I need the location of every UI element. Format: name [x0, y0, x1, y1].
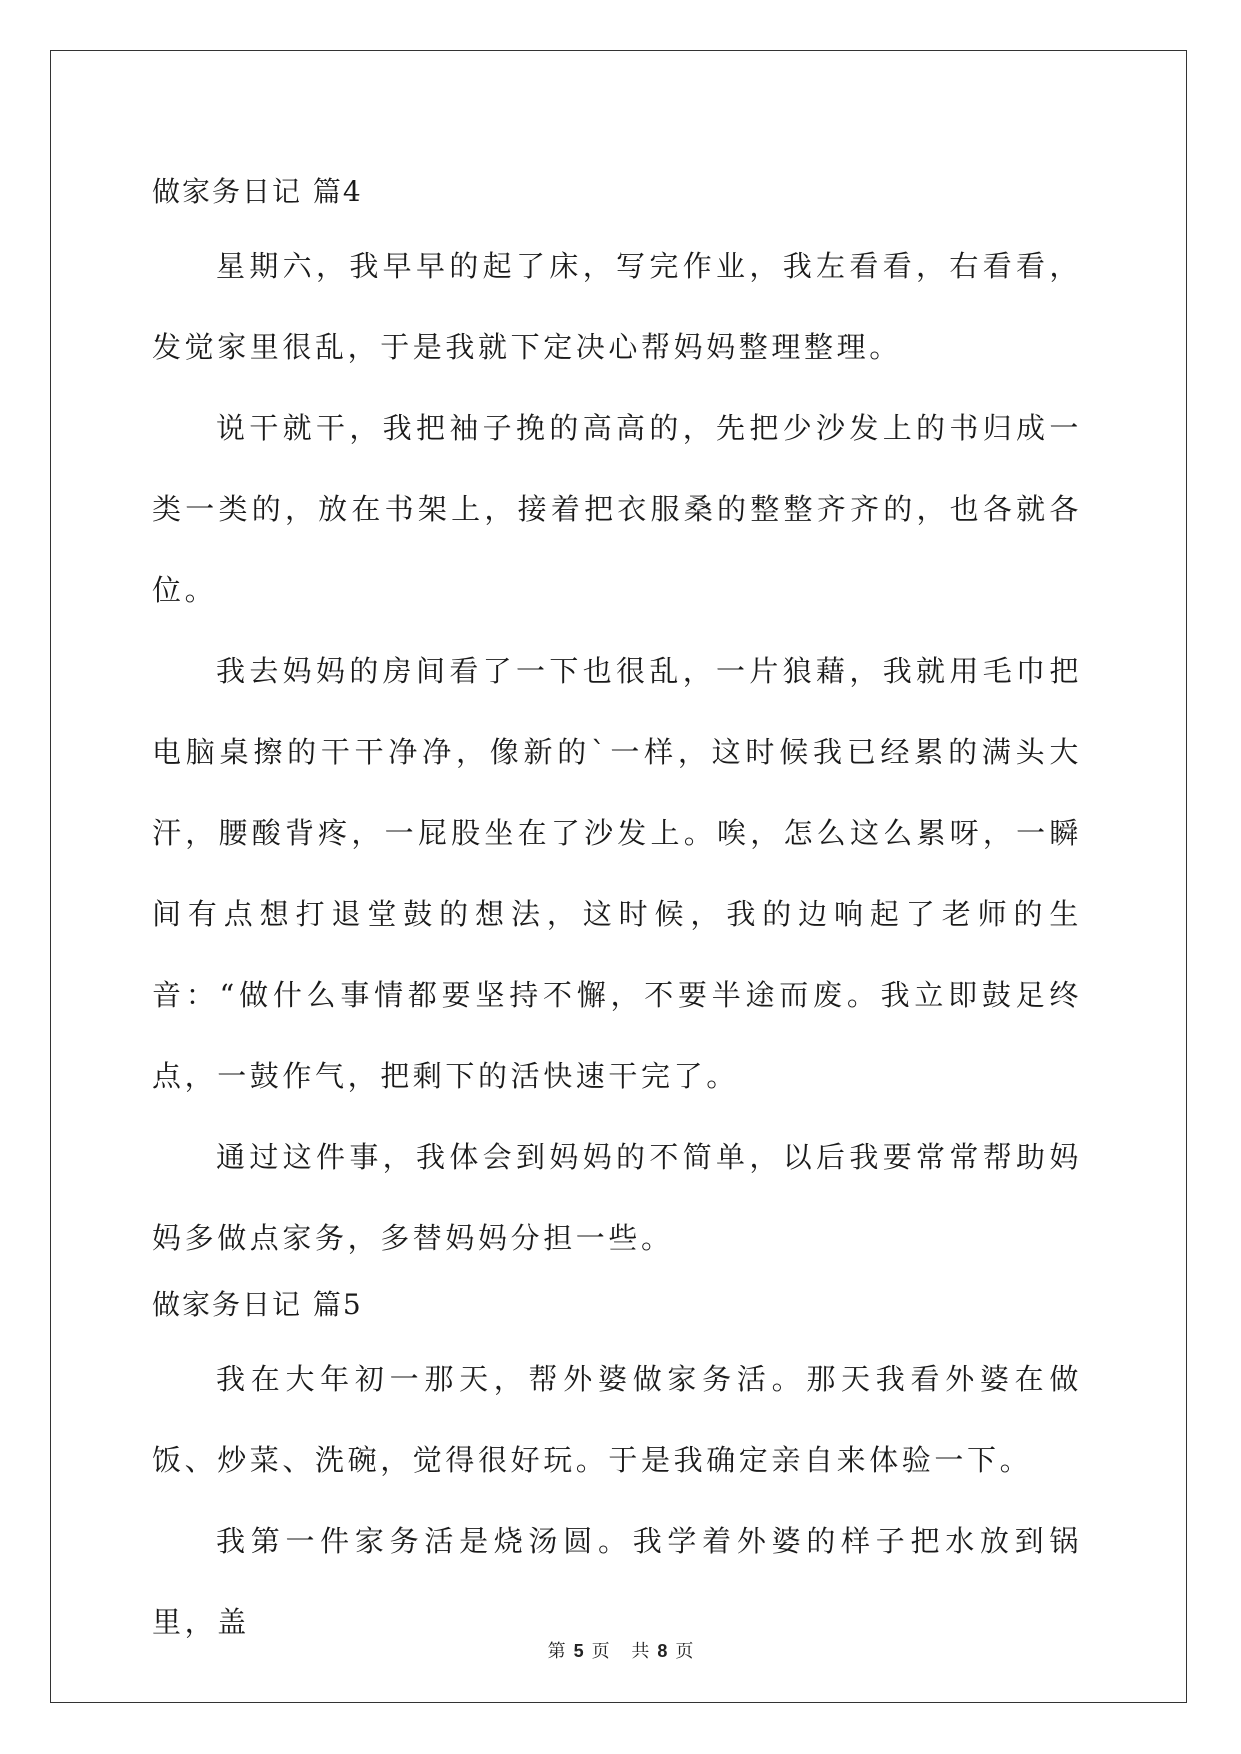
- paragraph: 我去妈妈的房间看了一下也很乱，一片狼藉，我就用毛巾把电脑桌擦的干干净净，像新的`一样，这时候我已经累的满头大汗，腰酸背疼，一屁股坐在了沙发上。唉，怎么这么累呀，一瞬间有点想打退堂鼓的想法，这时候，我的边响起了老师的生音：“做什么事情都要坚持不懈，不要半途而废。我立即鼓足终点，一鼓作气，把剩下的活快速干完了。: [152, 654, 1082, 1093]
- paragraph: 我第一件家务活是烧汤圆。我学着外婆的样子把水放到锅里，盖: [152, 1524, 1082, 1639]
- page-indicator: [544, 1641, 614, 1662]
- page-unit: 页: [591, 1641, 610, 1662]
- paragraph: 通过这件事，我体会到妈妈的不简单，以后我要常常帮助妈妈多做点家务，多替妈妈分担一些。: [152, 1140, 1082, 1255]
- total-prefix: 共: [631, 1641, 650, 1662]
- total-unit: 页: [675, 1641, 694, 1662]
- total-pages: 8: [657, 1641, 668, 1661]
- document-body: [152, 160, 1082, 1663]
- paragraph: 说干就干，我把袖子挽的高高的，先把少沙发上的书归成一类一类的，放在书架上，接着把衣服桑的整整齐齐的，也各就各位。: [152, 411, 1082, 607]
- page-number: 5: [573, 1641, 584, 1661]
- total-indicator: [627, 1641, 697, 1662]
- section-heading: 做家务日记 篇4: [152, 175, 363, 208]
- paragraph: 我在大年初一那天，帮外婆做家务活。那天我看外婆在做饭、炒菜、洗碗，觉得很好玩。于是我确定亲自来体验一下。: [152, 1362, 1082, 1477]
- page-prefix: 第: [547, 1641, 566, 1662]
- paragraph: 星期六，我早早的起了床，写完作业，我左看看，右看看，发觉家里很乱，于是我就下定决心帮妈妈整理整理。: [152, 249, 1082, 364]
- section-heading: 做家务日记 篇5: [152, 1288, 363, 1321]
- page-footer: [0, 1637, 1241, 1663]
